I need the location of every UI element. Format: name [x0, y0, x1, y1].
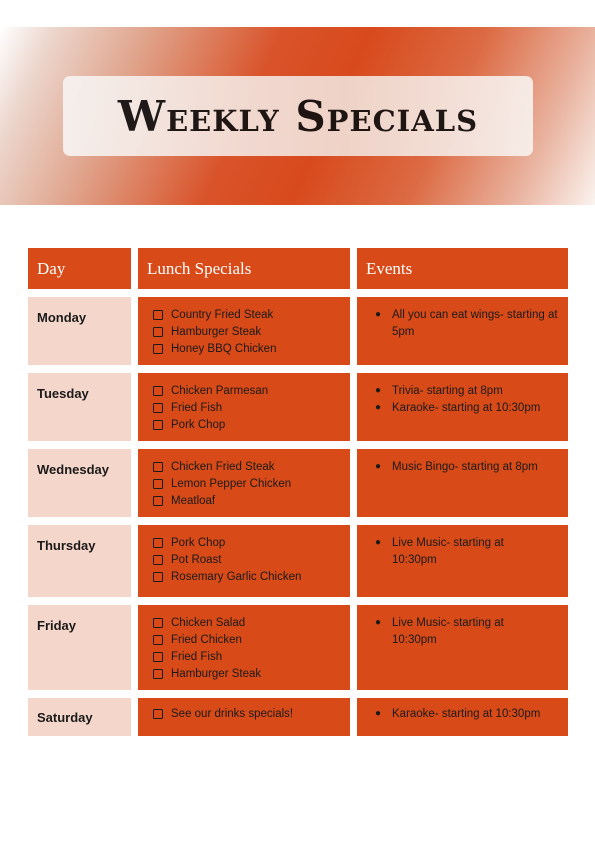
event-item: ● Live Music- starting at 10:30pm — [375, 537, 504, 566]
checkbox-icon[interactable] — [153, 403, 163, 413]
bullet-icon: ● — [375, 708, 382, 719]
checkbox-icon[interactable] — [153, 496, 163, 506]
column-header-day: Day — [28, 248, 131, 289]
events-cell-tuesday — [357, 373, 568, 441]
checklist-item[interactable]: Chicken Fried Steak — [153, 459, 350, 476]
lunch-cell-friday — [138, 605, 350, 690]
day-cell-wednesday: Wednesday — [28, 449, 131, 517]
checklist-item[interactable]: Chicken Salad — [153, 615, 350, 632]
checklist-item[interactable]: Fried Fish — [153, 649, 350, 666]
bullet-icon: ● — [375, 537, 382, 548]
day-cell-monday: Monday — [28, 297, 131, 365]
checkbox-icon[interactable] — [153, 652, 163, 662]
bullet-icon: ● — [375, 385, 382, 396]
lunch-cell-tuesday — [138, 373, 350, 441]
checklist-item[interactable]: Hamburger Steak — [153, 324, 350, 341]
event-item: ● Music Bingo- starting at 8pm — [375, 459, 568, 476]
events-cell-saturday — [357, 698, 568, 736]
day-cell-friday: Friday — [28, 605, 131, 690]
day-cell-tuesday: Tuesday — [28, 373, 131, 441]
bullet-icon: ● — [375, 309, 382, 320]
checkbox-icon[interactable] — [153, 420, 163, 430]
lunch-cell-saturday — [138, 698, 350, 736]
checkbox-icon[interactable] — [153, 310, 163, 320]
checklist-item[interactable]: Fried Chicken — [153, 632, 350, 649]
checklist-item[interactable]: Chicken Parmesan — [153, 383, 350, 400]
lunch-cell-wednesday — [138, 449, 350, 517]
events-cell-thursday — [357, 525, 568, 597]
bullet-icon: ● — [375, 461, 382, 472]
checkbox-icon[interactable] — [153, 572, 163, 582]
column-header-lunch: Lunch Specials — [138, 248, 350, 289]
checkbox-icon[interactable] — [153, 386, 163, 396]
checklist-item[interactable]: Pork Chop — [153, 417, 350, 434]
checklist-item[interactable]: Rosemary Garlic Chicken — [153, 569, 350, 586]
checkbox-icon[interactable] — [153, 327, 163, 337]
checkbox-icon[interactable] — [153, 555, 163, 565]
checklist-item[interactable]: Lemon Pepper Chicken — [153, 476, 350, 493]
event-item: ● Karaoke- starting at 10:30pm — [375, 706, 568, 723]
checklist-item[interactable]: Pot Roast — [153, 552, 350, 569]
events-cell-wednesday — [357, 449, 568, 517]
checkbox-icon[interactable] — [153, 709, 163, 719]
checkbox-icon[interactable] — [153, 344, 163, 354]
checklist-item[interactable]: Country Fried Steak — [153, 307, 350, 324]
checkbox-icon[interactable] — [153, 618, 163, 628]
event-item: ● Live Music- starting at 10:30pm — [375, 617, 504, 646]
checkbox-icon[interactable] — [153, 462, 163, 472]
checklist-item[interactable]: Fried Fish — [153, 400, 350, 417]
checklist-item[interactable]: See our drinks specials! — [153, 706, 350, 723]
page-title: Weekly Specials — [117, 91, 479, 141]
checkbox-icon[interactable] — [153, 538, 163, 548]
lunch-cell-thursday — [138, 525, 350, 597]
checkbox-icon[interactable] — [153, 669, 163, 679]
title-box — [63, 76, 533, 156]
event-item: ● Karaoke- starting at 10:30pm — [375, 400, 568, 417]
column-header-events: Events — [357, 248, 568, 289]
lunch-cell-monday — [138, 297, 350, 365]
checkbox-icon[interactable] — [153, 479, 163, 489]
events-cell-friday — [357, 605, 568, 690]
day-cell-thursday: Thursday — [28, 525, 131, 597]
bullet-icon: ● — [375, 401, 382, 413]
events-cell-monday — [357, 297, 568, 365]
checkbox-icon[interactable] — [153, 635, 163, 645]
bullet-icon: ● — [375, 617, 382, 628]
checklist-item[interactable]: Meatloaf — [153, 493, 350, 510]
checklist-item[interactable]: Pork Chop — [153, 535, 350, 552]
checklist-item[interactable]: Honey BBQ Chicken — [153, 341, 350, 358]
event-item: ● All you can eat wings- starting at 5pm — [375, 309, 558, 338]
event-item: ● Trivia- starting at 8pm — [375, 383, 568, 400]
day-cell-saturday: Saturday — [28, 698, 131, 736]
checklist-item[interactable]: Hamburger Steak — [153, 665, 350, 682]
